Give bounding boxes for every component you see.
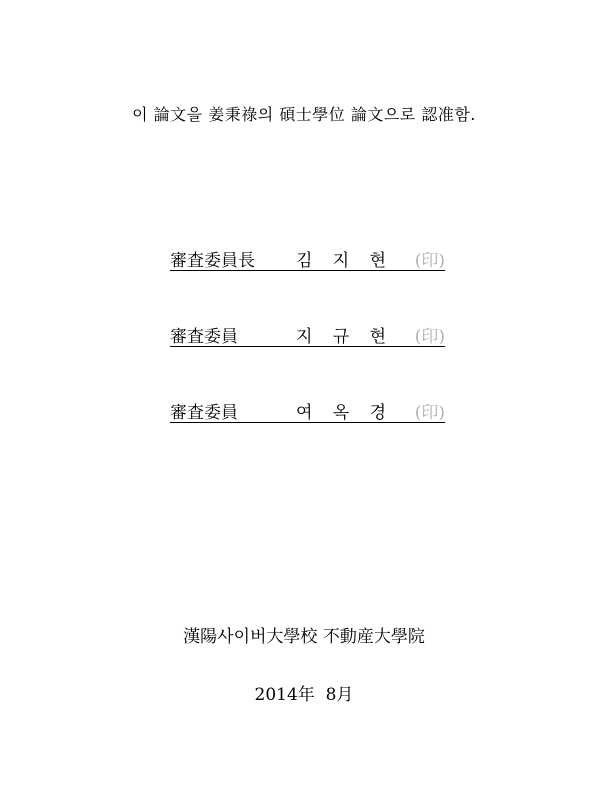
name-char: 경 xyxy=(369,403,386,423)
committee-role: 審査委員長 xyxy=(170,251,255,271)
approval-statement: 이 論文을 姜秉祿의 碩士學位 論文으로 認准함. xyxy=(132,105,476,124)
name-char: 여 xyxy=(296,403,313,423)
name-char: 김 xyxy=(296,251,313,271)
seal-mark: (印) xyxy=(414,251,445,271)
committee-name xyxy=(296,398,386,423)
committee-role: 審査委員 xyxy=(170,403,238,423)
name-char: 규 xyxy=(332,327,350,347)
seal-mark: (印) xyxy=(414,403,445,423)
name-char: 현 xyxy=(369,327,386,347)
name-char: 옥 xyxy=(332,403,350,423)
committee-name xyxy=(296,246,386,271)
name-char: 지 xyxy=(296,327,313,347)
name-char: 지 xyxy=(332,251,350,271)
approval-date: 2014年 8月 xyxy=(254,685,354,705)
committee-member-row xyxy=(170,322,445,347)
seal-mark: (印) xyxy=(414,327,445,347)
committee-role: 審査委員 xyxy=(170,327,238,347)
committee-member-row xyxy=(170,398,445,423)
committee-chair-row xyxy=(170,246,445,271)
committee-name xyxy=(296,322,386,347)
name-char: 현 xyxy=(369,251,386,271)
university-name: 漢陽사이버大學校 不動産大學院 xyxy=(183,627,425,647)
